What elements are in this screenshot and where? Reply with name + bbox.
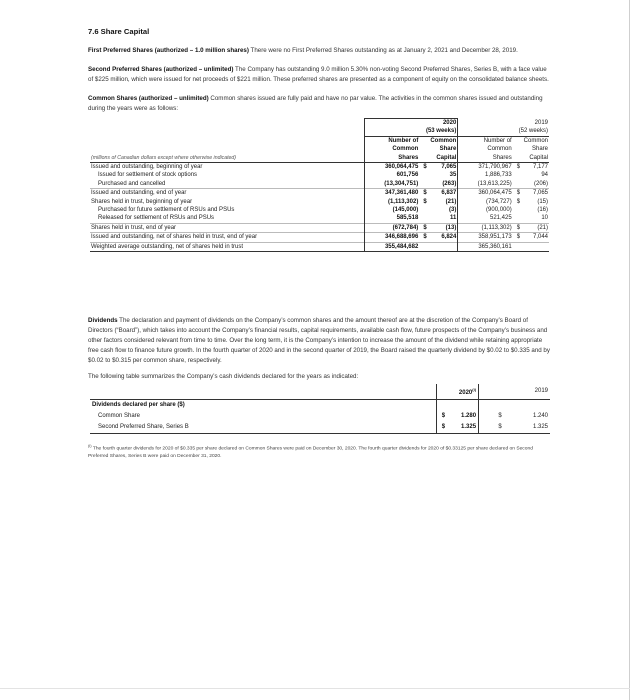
row-dollar-2020: [419, 242, 427, 251]
row-label: Issued and outstanding, net of shares held in trust, end of year: [90, 233, 364, 242]
row-capital-2020: (3): [428, 206, 458, 214]
first-preferred-text: There were no First Preferred Shares outstanding as at January 2, 2021 and December 28, 2019.: [248, 47, 518, 54]
table-row: [90, 422, 550, 434]
div-row-value-2019: 1.325: [504, 422, 550, 434]
row-capital-2020: 11: [428, 214, 458, 223]
common-shares-text: Common shares issued are fully paid and have no par value. The activities in the common shares issued and outstanding during the years were as follows:: [88, 95, 543, 112]
div-row-dollar-2019: $: [498, 413, 502, 420]
row-capital-2020: 6,837: [428, 189, 458, 198]
div-heading: Dividends declared per share ($): [92, 402, 185, 409]
header-year-2019: 2019: [534, 119, 548, 126]
table-row: [90, 163, 549, 172]
table-row: [90, 411, 550, 422]
row-label: Shares held in trust, end of year: [90, 223, 364, 232]
header-weeks-2019: (52 weeks): [458, 127, 549, 136]
div-row-value-2020: 1.280: [447, 411, 479, 422]
row-number-2020: 601,756: [364, 171, 419, 179]
div-header-2020-text: 2020: [458, 390, 473, 397]
row-capital-2019: 7,177: [521, 163, 549, 172]
row-dollar-2019: [513, 214, 521, 223]
row-capital-2019: 7,044: [521, 233, 549, 242]
row-capital-2019: (16): [537, 207, 548, 214]
row-dollar-2020: [419, 214, 427, 223]
row-capital-2020: (263): [428, 180, 458, 189]
div-header-2019: 2019: [504, 384, 550, 400]
div-header-2020-footnote-mark: (i): [472, 387, 477, 393]
dividends-intro: The following table summarizes the Company’s cash dividends declared for the years as indicated:: [88, 373, 359, 381]
row-number-2019: (1,113,302): [458, 223, 513, 232]
row-capital-2020: [428, 242, 458, 251]
row-number-2019: 1,886,733: [485, 172, 512, 179]
row-number-2019: (900,000): [486, 207, 512, 214]
row-number-2020: (1,113,302): [364, 198, 419, 206]
row-capital-2020: 6,824: [428, 233, 458, 242]
common-shares-title: Common Shares (authorized – unlimited): [88, 95, 209, 102]
row-number-2020: (672,784): [364, 223, 419, 232]
row-label: Shares held in trust, beginning of year: [91, 198, 193, 205]
dividends-paragraph: [88, 316, 552, 366]
section-title: 7.6 Share Capital: [88, 27, 150, 36]
row-dollar-2020: $: [419, 223, 427, 232]
col-number-2019-line3: Shares: [458, 154, 513, 163]
row-dollar-2019: $: [516, 198, 521, 205]
row-number-2019: 521,425: [490, 215, 512, 222]
div-row-value-2019: 1.240: [532, 413, 548, 420]
row-number-2020: 585,518: [364, 214, 419, 223]
row-number-2020: (145,000): [364, 206, 419, 214]
table-row: [90, 206, 549, 214]
common-shares-paragraph: [88, 94, 552, 114]
row-dollar-2019: $: [513, 189, 521, 198]
row-label: Issued for settlement of stock options: [98, 172, 198, 179]
row-dollar-2020: $: [423, 198, 427, 205]
row-dollar-2020: [419, 171, 427, 179]
row-capital-2020: (21): [428, 198, 458, 206]
row-dollar-2019: [513, 242, 521, 251]
div-header-2020: [447, 384, 479, 400]
row-dollar-2019: $: [513, 233, 521, 242]
col-capital-2020-line2: Share: [428, 145, 458, 153]
second-preferred-title: Second Preferred Shares (authorized – unlimited): [88, 66, 234, 73]
row-capital-2019: 7,065: [521, 189, 549, 198]
row-number-2020: 347,361,480: [364, 189, 419, 198]
row-dollar-2020: [419, 180, 427, 189]
row-label: Released for settlement of RSUs and PSUs: [98, 215, 215, 222]
col-capital-2019-line1: Common: [523, 137, 548, 144]
row-capital-2019: 94: [541, 172, 548, 179]
row-number-2019: 371,790,967: [458, 163, 513, 172]
row-dollar-2020: $: [419, 233, 427, 242]
row-dollar-2019: [513, 171, 521, 179]
share-capital-table: [90, 118, 549, 252]
div-row-label: Second Preferred Share, Series B: [90, 422, 437, 434]
row-label: Issued and outstanding, end of year: [90, 189, 364, 198]
table-row: [90, 214, 549, 223]
dividends-table: [90, 384, 550, 434]
table-row: [90, 189, 549, 198]
col-number-2020-line2: Common: [364, 145, 419, 153]
row-capital-2019: (15): [537, 198, 548, 205]
div-row-dollar-2020: $: [437, 411, 448, 422]
header-weeks-2020: (53 weeks): [364, 127, 457, 136]
row-number-2019: 360,064,475: [458, 189, 513, 198]
row-dollar-2020: $: [419, 189, 427, 198]
col-capital-2020-line3: Capital: [428, 154, 458, 163]
row-number-2020: 346,688,696: [364, 233, 419, 242]
row-label: Purchased and cancelled: [98, 180, 166, 187]
row-capital-2019: 10: [541, 215, 548, 222]
first-preferred-title: First Preferred Shares (authorized – 1.0 million shares): [88, 47, 249, 54]
footnote-mark: (i): [88, 443, 92, 449]
row-capital-2020: 35: [428, 171, 458, 179]
div-row-dollar-2020: $: [437, 422, 448, 434]
dividends-text: The declaration and payment of dividends on the Company’s common shares and the amount thereof are at the discretion of the Company’s Board of Directors (“Board”), which takes into account the Company’s financial results, capital requirements, available cash flow, future prospects of the Company’s business and other factors considered relevant from time to time. Over the long term, it is the Company’s intention to increase the amount of the dividend while retaining appropriate free cash flow to finance future growth. In the fourth quarter of 2020 and in the second quarter of 2019, the Board raised the quarterly dividend by $0.02 to $0.335 and by $0.02 to $0.315 per common share, respectively.: [88, 317, 550, 365]
footnote: [88, 442, 552, 460]
row-label: Issued and outstanding, beginning of year: [90, 163, 364, 172]
row-capital-2019: (206): [533, 180, 548, 187]
div-row-label: Common Share: [98, 413, 141, 420]
page-edge-right: [629, 0, 630, 700]
row-dollar-2020: $: [419, 163, 427, 172]
second-preferred-text: The Company has outstanding 9.0 million 5.30% non-voting Second Preferred Shares, Series B, with a face value of $225 million, which were issued for net proceeds of $221 million. These preferred shares are presented as a component of equity on the consolidated balance sheets.: [88, 66, 549, 83]
row-dollar-2019: [513, 206, 521, 214]
table-row: [90, 198, 549, 206]
col-number-2020-line1: Number of: [364, 136, 419, 145]
table-row: [90, 242, 549, 251]
row-number-2019: 358,951,173: [458, 233, 513, 242]
col-number-2019-line2: Common: [487, 146, 512, 153]
col-capital-2019-line2: Share: [531, 146, 548, 153]
col-capital-2019-line3: Capital: [521, 154, 549, 163]
table-row: [90, 171, 549, 179]
row-dollar-2019: $: [513, 163, 521, 172]
row-capital-2020: (13): [428, 223, 458, 232]
document-content: [88, 27, 552, 460]
page-edge-bottom: [0, 688, 630, 689]
row-number-2020: (13,304,751): [364, 180, 419, 189]
col-capital-2020-line1: Common: [428, 136, 458, 145]
col-number-2019-line1: Number of: [483, 137, 512, 144]
row-capital-2019: (21): [521, 223, 549, 232]
row-number-2019: (734,727): [486, 198, 512, 205]
div-row-dollar-2019: $: [479, 422, 504, 434]
spacer: [88, 252, 552, 316]
dividends-title: Dividends: [88, 317, 118, 325]
row-capital-2020: 7,065: [428, 163, 458, 172]
table-row: [90, 180, 549, 189]
row-number-2020: 355,484,682: [364, 242, 419, 251]
col-number-2020-line3: Shares: [364, 154, 419, 163]
row-number-2020: 360,064,475: [364, 163, 419, 172]
row-dollar-2019: [513, 180, 521, 189]
header-year-2020: 2020: [364, 119, 457, 128]
second-preferred-paragraph: [88, 65, 552, 85]
row-label: Weighted average outstanding, net of shares held in trust: [90, 242, 364, 251]
div-row-value-2020: 1.325: [447, 422, 479, 434]
table-row: [90, 233, 549, 242]
row-capital-2019: [521, 242, 549, 251]
units-note: (millions of Canadian dollars except where otherwise indicated): [90, 154, 364, 163]
row-dollar-2019: $: [513, 223, 521, 232]
row-dollar-2020: [419, 206, 427, 214]
table-row: [90, 223, 549, 232]
row-number-2019: (13,613,225): [477, 180, 512, 187]
first-preferred-paragraph: [88, 46, 552, 56]
row-label: Purchased for future settlement of RSUs and PSUs: [98, 207, 235, 214]
row-number-2019: 365,360,161: [458, 242, 513, 251]
footnote-text: The fourth quarter dividends for 2020 of $0.335 per share declared on Common Shares were paid on December 30, 2020. The fourth quarter dividends for 2020 of $0.33125 per share declared on Second Preferred Shares, Series B were paid on December 31, 2020.: [88, 446, 533, 459]
